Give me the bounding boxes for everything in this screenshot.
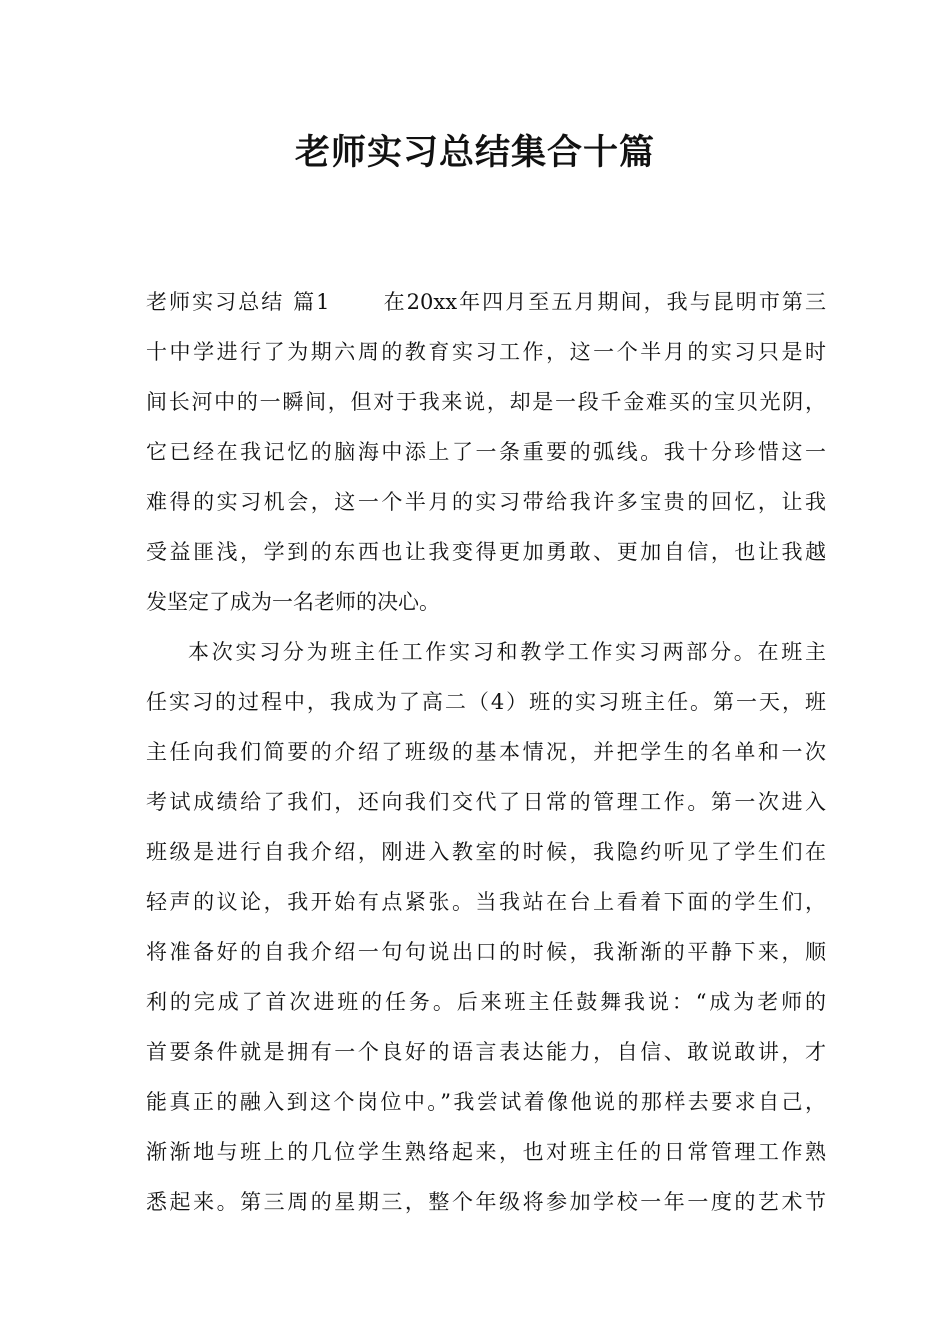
paragraph-1-line: 发坚定了成为一名老师的决心。 [146, 590, 440, 614]
document-body [146, 280, 826, 1230]
paragraph-2-line: 渐渐地与班上的几位学生熟络起来，也对班主任的日常管理工作熟 [146, 1140, 826, 1164]
paragraph-2-line: 悉起来。第三周的星期三，整个年级将参加学校一年一度的艺术节 [146, 1190, 826, 1214]
paragraph-2-line: 能真正的融入到这个岗位中。”我尝试着像他说的那样去要求自己， [146, 1090, 826, 1114]
paragraph-2-line: 任实习的过程中，我成为了高二（4）班的实习班主任。第一天，班 [146, 690, 826, 714]
paragraph-2-line: 利的完成了首次进班的任务。后来班主任鼓舞我说：“成为老师的 [146, 990, 826, 1014]
document-title: 老师实习总结集合十篇 [294, 133, 655, 173]
paragraph-2-line: 本次实习分为班主任工作实习和教学工作实习两部分。在班主 [188, 640, 826, 664]
paragraph-1-line: 难得的实习机会，这一个半月的实习带给我许多宝贵的回忆，让我 [146, 490, 826, 514]
paragraph-1-line-1 [146, 280, 826, 330]
section-heading: 老师实习总结 篇1 [146, 290, 330, 314]
paragraph-2-line: 轻声的议论，我开始有点紧张。当我站在台上看着下面的学生们， [146, 890, 826, 914]
paragraph-1-line: 十中学进行了为期六周的教育实习工作，这一个半月的实习只是时 [146, 340, 826, 364]
paragraph-1-line: 受益匪浅，学到的东西也让我变得更加勇敢、更加自信，也让我越 [146, 540, 826, 564]
paragraph-2-line: 将准备好的自我介绍一句句说出口的时候，我渐渐的平静下来，顺 [146, 940, 826, 964]
paragraph-2-line: 考试成绩给了我们，还向我们交代了日常的管理工作。第一次进入 [146, 790, 826, 814]
paragraph-1-text: 在20xx年四月至五月期间，我与昆明市第三 [381, 290, 826, 314]
paragraph-1-line: 它已经在我记忆的脑海中添上了一条重要的弧线。我十分珍惜这一 [146, 440, 826, 464]
paragraph-2-line: 主任向我们简要的介绍了班级的基本情况，并把学生的名单和一次 [146, 740, 826, 764]
paragraph-2-line: 班级是进行自我介绍，刚进入教室的时候，我隐约听见了学生们在 [146, 840, 826, 864]
paragraph-1-line: 间长河中的一瞬间，但对于我来说，却是一段千金难买的宝贝光阴， [146, 390, 826, 414]
paragraph-2-line: 首要条件就是拥有一个良好的语言表达能力，自信、敢说敢讲，才 [146, 1040, 826, 1064]
